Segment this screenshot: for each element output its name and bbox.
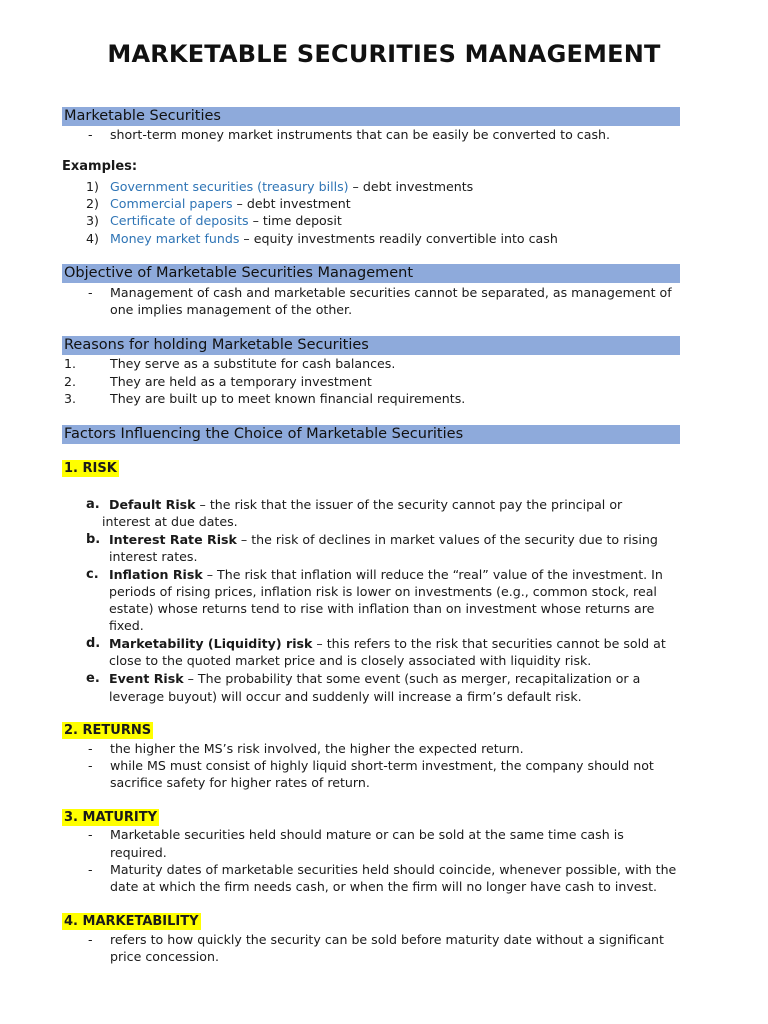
example-link[interactable]: Money market funds: [110, 231, 240, 246]
example-number: 1): [86, 179, 99, 194]
reason-text: They are held as a temporary investment: [110, 374, 372, 389]
bullet-dash: -: [88, 827, 93, 842]
example-item: Commercial papers – debt investment: [110, 196, 351, 211]
maturity-text-line: date at which the firm needs cash, or when the firm will no longer have cash to invest.: [110, 879, 658, 894]
risk-letter: b.: [86, 532, 101, 547]
reason-number: 2.: [64, 374, 77, 389]
example-link[interactable]: Government securities (treasury bills): [110, 179, 349, 194]
reason-number: 1.: [64, 356, 77, 371]
section-heading-objective: Objective of Marketable Securities Management: [62, 264, 680, 283]
objective-text-line: one implies management of the other.: [110, 302, 353, 317]
risk-item-continuation: estate) whose returns tend to rise with inflation than on investment whose returns are: [109, 601, 655, 616]
risk-letter: d.: [86, 636, 101, 651]
bullet-dash: -: [88, 741, 93, 756]
returns-text-line: sacrifice safety for higher rates of return.: [110, 775, 370, 790]
risk-item-inflation: Inflation Risk – The risk that inflation will reduce the “real” value of the investment. In: [109, 567, 663, 582]
risk-item-continuation: interest rates.: [109, 549, 198, 564]
bullet-dash: -: [88, 758, 93, 773]
section-heading-marketable-securities: Marketable Securities: [62, 107, 680, 126]
risk-item-continuation: leverage buyout) will occur and suddenly will increase a firm’s default risk.: [109, 689, 582, 704]
bullet-dash: -: [88, 285, 93, 300]
risk-item-marketability: Marketability (Liquidity) risk – this refers to the risk that securities cannot be sold at: [109, 636, 666, 651]
maturity-text-line: Maturity dates of marketable securities held should coincide, whenever possible, with the: [110, 862, 677, 877]
example-number: 3): [86, 213, 99, 228]
factor-label-risk: 1. RISK: [64, 461, 117, 476]
risk-item-event: Event Risk – The probability that some event (such as merger, recapitalization or a: [109, 671, 641, 686]
reason-text: They are built up to meet known financial requirements.: [110, 391, 466, 406]
definition-text: short-term money market instruments that can be easily be converted to cash.: [110, 127, 610, 142]
page-title: MARKETABLE SECURITIES MANAGEMENT: [107, 40, 661, 68]
example-item: Certificate of deposits – time deposit: [110, 213, 342, 228]
examples-label: Examples:: [62, 159, 138, 174]
factor-label-maturity: 3. MATURITY: [64, 810, 158, 825]
factor-label-marketability: 4. MARKETABILITY: [64, 914, 199, 929]
risk-item-interest-rate: Interest Rate Risk – the risk of declines in market values of the security due to rising: [109, 532, 658, 547]
factor-label-returns: 2. RETURNS: [64, 723, 152, 738]
maturity-text-line: required.: [110, 845, 167, 860]
example-number: 2): [86, 196, 99, 211]
risk-letter: c.: [86, 567, 99, 582]
returns-text-line: the higher the MS’s risk involved, the higher the expected return.: [110, 741, 524, 756]
risk-item-continuation: close to the quoted market price and is closely associated with liquidity risk.: [109, 653, 592, 668]
bullet-dash: -: [88, 932, 93, 947]
risk-item-continuation: periods of rising prices, inflation risk is lower on investments (e.g., common stock, real: [109, 584, 657, 599]
maturity-text-line: Marketable securities held should mature or can be sold at the same time cash is: [110, 827, 624, 842]
risk-letter: e.: [86, 671, 100, 686]
bullet-dash: -: [88, 127, 93, 142]
risk-item-continuation: fixed.: [109, 618, 144, 633]
example-number: 4): [86, 231, 99, 246]
bullet-dash: -: [88, 862, 93, 877]
risk-letter: a.: [86, 497, 100, 512]
section-heading-factors: Factors Influencing the Choice of Marketable Securities: [62, 425, 680, 444]
section-heading-reasons: Reasons for holding Marketable Securities: [62, 336, 680, 355]
marketability-text-line: price concession.: [110, 949, 219, 964]
example-link[interactable]: Certificate of deposits: [110, 213, 249, 228]
risk-item-default: Default Risk – the risk that the issuer of the security cannot pay the principal or: [109, 497, 623, 512]
example-item: Government securities (treasury bills) – debt investments: [110, 179, 474, 194]
example-link[interactable]: Commercial papers: [110, 196, 233, 211]
returns-text-line: while MS must consist of highly liquid short-term investment, the company should not: [110, 758, 654, 773]
risk-item-continuation: interest at due dates.: [102, 514, 238, 529]
marketability-text-line: refers to how quickly the security can be sold before maturity date without a significant: [110, 932, 664, 947]
reason-text: They serve as a substitute for cash balances.: [110, 356, 396, 371]
reason-number: 3.: [64, 391, 77, 406]
example-item: Money market funds – equity investments readily convertible into cash: [110, 231, 558, 246]
objective-text-line: Management of cash and marketable securities cannot be separated, as management of: [110, 285, 672, 300]
